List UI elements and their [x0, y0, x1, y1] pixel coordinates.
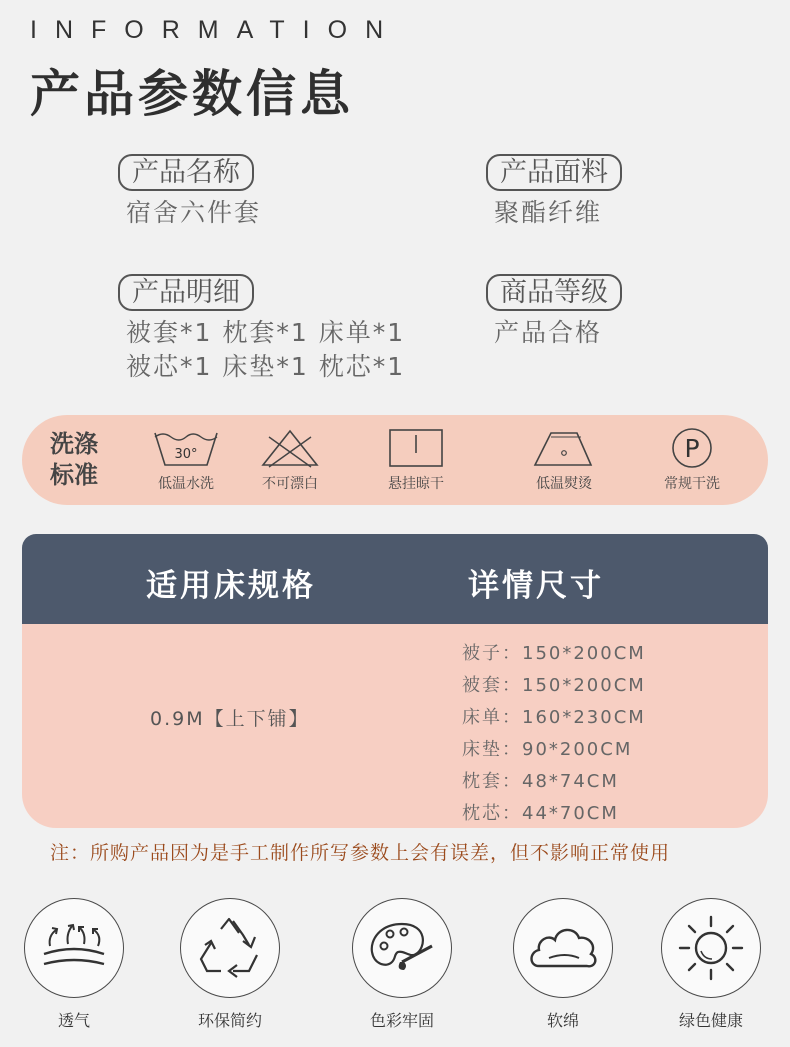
- param-detail-value-2: 被芯*1 床垫*1 枕芯*1: [126, 352, 406, 381]
- param-detail-label: 产品明细: [118, 274, 254, 311]
- dry-clean-p-icon: [657, 427, 727, 469]
- feature-healthy: [655, 898, 767, 1031]
- param-name-label: 产品名称: [118, 154, 254, 191]
- col-detail-header: 详情尺寸: [468, 568, 604, 604]
- size-row: 床垫：90*200CM: [462, 739, 633, 760]
- size-row: 被套：150*200CM: [462, 675, 646, 696]
- feature-colorfast: [346, 898, 458, 1031]
- page-title: 产品参数信息: [30, 65, 354, 123]
- recycle-icon: [195, 915, 265, 981]
- bed-size-value: 0.9M【上下铺】: [150, 708, 310, 730]
- param-detail: [118, 276, 405, 384]
- wash-30-label: 低温水洗: [158, 476, 214, 492]
- wash-30-icon: [151, 427, 221, 469]
- size-table-body: [22, 624, 768, 828]
- svg-text:30°: 30°: [174, 447, 198, 462]
- hang-dry-label: 悬挂晾干: [388, 476, 444, 492]
- param-name: [118, 156, 261, 230]
- size-table-header: [22, 534, 768, 624]
- low-iron-label: 低温熨烫: [536, 476, 592, 492]
- size-row: 被子：150*200CM: [462, 643, 646, 664]
- param-name-value: 宿舍六件套: [126, 198, 262, 227]
- size-row: 床单：160*230CM: [462, 707, 646, 728]
- param-fabric-value: 聚酯纤维: [494, 198, 603, 227]
- param-grade-value: 产品合格: [494, 318, 603, 347]
- no-bleach-label: 不可漂白: [262, 476, 318, 492]
- feature-label: 透气: [57, 1011, 90, 1030]
- col-bed-size-header: 适用床规格: [146, 568, 316, 604]
- size-list: [462, 638, 646, 830]
- dry-clean-item: [642, 427, 742, 493]
- no-bleach-item: [240, 427, 340, 493]
- washing-band: [22, 415, 768, 505]
- param-detail-value-1: 被套*1 枕套*1 床单*1: [126, 318, 406, 347]
- feature-label: 环保简约: [197, 1011, 262, 1030]
- wash-30-item: [136, 427, 236, 493]
- hang-dry-icon: [381, 427, 451, 469]
- disclaimer-note: 注：所购产品因为是手工制作所写参数上会有误差，但不影响正常使用: [50, 842, 671, 864]
- feature-breathable: [18, 898, 130, 1031]
- param-fabric-label: 产品面料: [486, 154, 622, 191]
- hang-dry-item: [366, 427, 466, 493]
- low-iron-icon: [529, 427, 599, 469]
- no-bleach-icon: [255, 427, 325, 469]
- feature-eco: [174, 898, 286, 1031]
- param-fabric: [486, 156, 622, 230]
- low-iron-item: [514, 427, 614, 493]
- feature-soft: [507, 898, 619, 1031]
- dry-clean-label: 常规干洗: [664, 476, 720, 492]
- feature-label: 色彩牢固: [369, 1011, 434, 1030]
- palette-icon: [366, 918, 438, 978]
- sun-icon: [676, 913, 746, 983]
- param-grade-label: 商品等级: [486, 274, 622, 311]
- info-eyebrow: INFORMATION: [30, 16, 402, 44]
- breathable-icon: [36, 918, 112, 978]
- size-row: 枕套：48*74CM: [462, 771, 619, 792]
- param-grade: [486, 276, 622, 350]
- washing-title: 洗涤 标准: [50, 430, 98, 489]
- size-row: 枕芯：44*70CM: [462, 803, 619, 824]
- feature-label: 软绵: [546, 1011, 579, 1030]
- cloud-icon: [525, 920, 601, 976]
- feature-label: 绿色健康: [678, 1011, 743, 1030]
- svg-text:P: P: [684, 434, 700, 463]
